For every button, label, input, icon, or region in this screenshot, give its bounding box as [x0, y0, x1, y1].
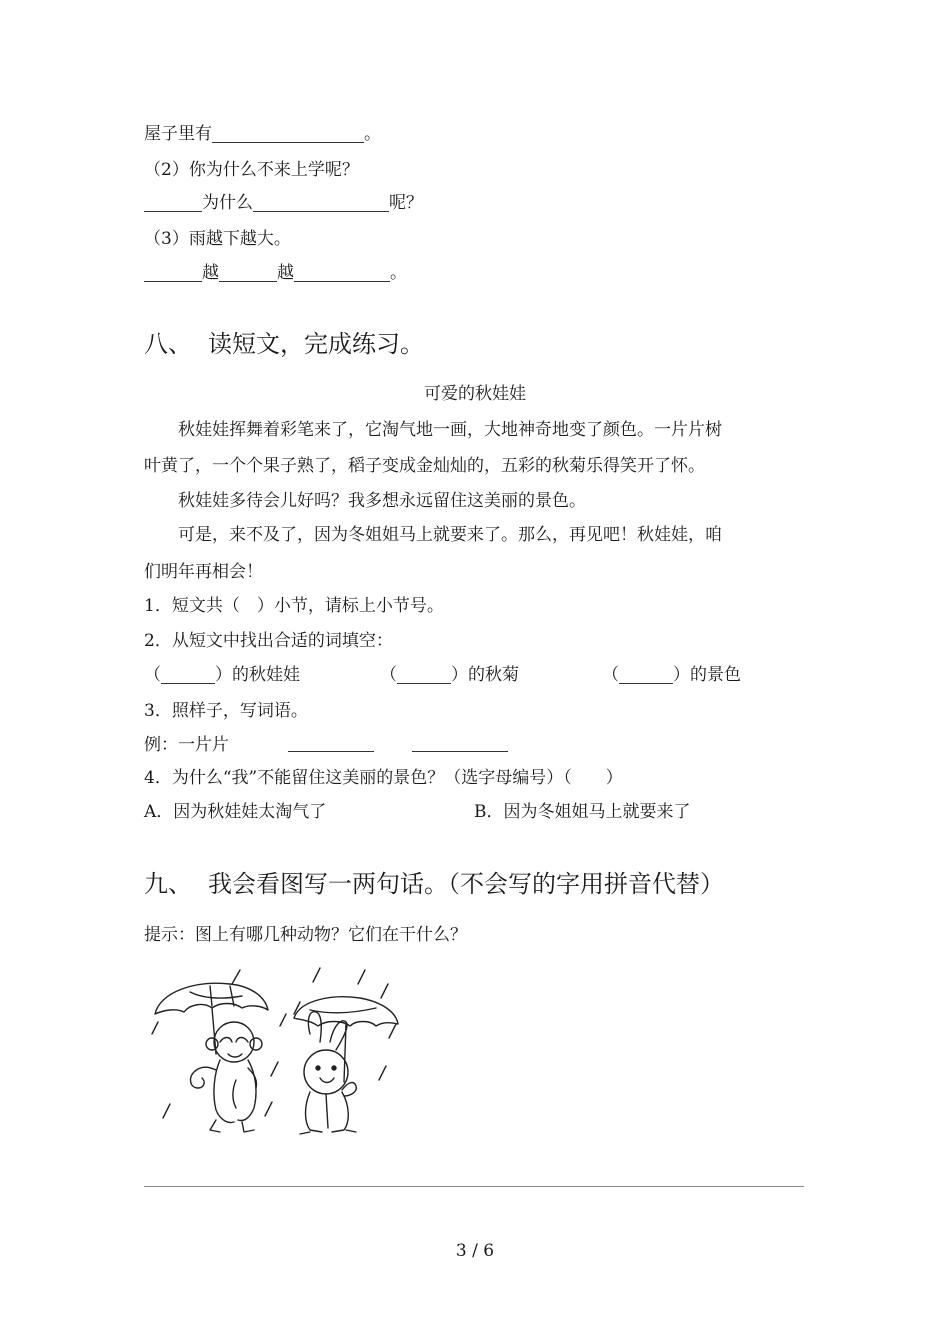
question-3: 3．照样子，写词语。: [144, 701, 308, 721]
question-2: 2．从短文中找出合适的词填空：: [144, 631, 393, 651]
q3-blank-2[interactable]: [412, 733, 508, 752]
q1-ending-line: 屋子里有 。: [144, 124, 381, 144]
animals-in-rain-illustration: [150, 962, 410, 1142]
rabbit-with-mushroom-umbrella-icon: [294, 997, 398, 1134]
page-number: 3 / 6: [455, 1241, 495, 1261]
blank[interactable]: [144, 263, 202, 282]
q3-fill-line: 越 越 。: [144, 261, 407, 285]
q2-blank-1: （ ）的秋娃娃: [144, 665, 300, 685]
paragraph-1-line-2: 叶黄了，一个个果子熟了，稻子变成金灿灿的，五彩的秋菊乐得笑开了怀。: [144, 456, 705, 476]
monkey-with-leaf-umbrella-icon: [155, 983, 268, 1132]
blank[interactable]: [294, 263, 390, 282]
blank[interactable]: [253, 193, 389, 212]
option-b: B．因为冬姐姐马上就要来了: [474, 802, 691, 822]
paragraph-3-line-2: 们明年再相会！: [144, 562, 263, 582]
option-a: A．因为秋娃娃太淘气了: [144, 802, 327, 822]
q3-example: 例：一片片: [144, 735, 229, 755]
q2-label: （2）你为什么不来上学呢？: [144, 160, 359, 180]
blank[interactable]: [219, 263, 277, 282]
q2-fill-line: 为什么 呢？: [144, 191, 423, 215]
paragraph-2: 秋娃娃多待会儿好吗？我多想永远留住这美丽的景色。: [178, 491, 586, 511]
q2-blank-3: （ ）的景色: [602, 665, 741, 685]
section-8-heading: 八、 读短文，完成练习。: [144, 330, 424, 358]
q2-blank-2: （ ）的秋菊: [380, 665, 519, 685]
article-title: 可爱的秋娃娃: [424, 384, 526, 404]
section-9-heading: 九、 我会看图写一两句话。（不会写的字用拼音代替）: [144, 870, 724, 898]
paragraph-3-line-1: 可是，来不及了，因为冬姐姐马上就要来了。那么，再见吧！秋娃娃，咱: [178, 525, 722, 545]
blank[interactable]: [144, 193, 202, 212]
section-9-hint: 提示：图上有哪几种动物？它们在干什么？: [144, 925, 467, 945]
question-4: 4．为什么“我”不能留住这美丽的景色？（选字母编号）（ ）: [144, 768, 623, 788]
q3-blank-1[interactable]: [288, 733, 374, 752]
blank[interactable]: [212, 124, 364, 143]
writing-line[interactable]: [144, 1186, 804, 1187]
rain-icon: [152, 968, 396, 1118]
paragraph-1-line-1: 秋娃娃挥舞着彩笔来了，它淘气地一画，大地神奇地变了颜色。一片片树: [178, 420, 722, 440]
q3-label: （3）雨越下越大。: [144, 229, 291, 249]
question-1: 1．短文共（ ）小节，请标上小节号。: [144, 596, 444, 616]
